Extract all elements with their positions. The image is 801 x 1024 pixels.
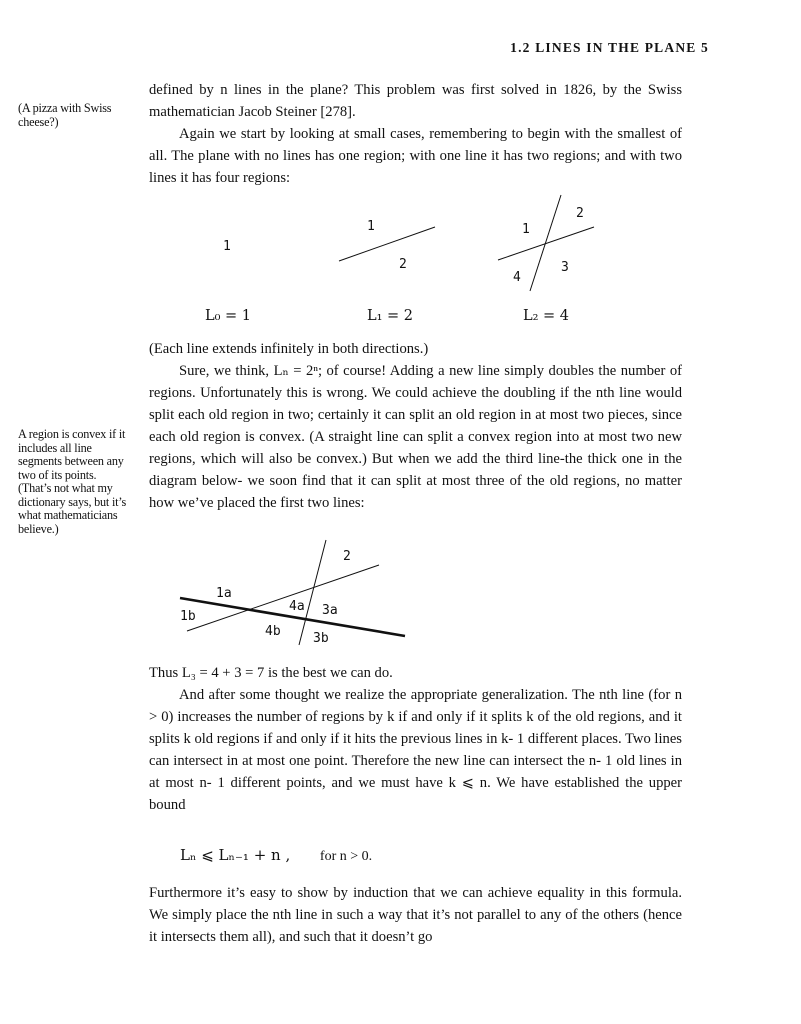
margin-note-convex: A region is convex if it includes all line segments between any two of its points. (That’s not what my dictionary says, but it’s what mathematicians believe.) [18, 427, 127, 536]
margin-note-pizza: (A pizza with Swiss cheese?) [18, 101, 112, 129]
l2-line-a [498, 227, 594, 260]
l0-region-1: 1 [223, 239, 231, 254]
paragraph-1: defined by n lines in the plane? This problem was first solved in 1826, by the Swiss mathematician Jacob Steiner [278]. [149, 82, 682, 120]
l2-region-3: 3 [561, 260, 569, 275]
fig2-region-4a: 4a [289, 599, 305, 614]
figure-three-lines [149, 535, 449, 655]
paragraph-3: (Each line extends infinitely in both directions.) [149, 341, 429, 357]
l1-caption: L₁ = 2 [367, 308, 414, 324]
main-text-bottom [149, 882, 682, 948]
figure-lines-0-1-2 [149, 185, 689, 335]
fig2-region-1a: 1a [216, 586, 232, 601]
l2-region-4: 4 [513, 270, 521, 285]
paragraph-2: Again we start by looking at small cases, remembering to begin with the smallest of all. The plane with no lines has one region; with one line it has two regions; and with two lines it has four regions: [149, 126, 682, 186]
l0-caption: L₀ = 1 [205, 308, 252, 324]
formula-expression: Lₙ ⩽ Lₙ₋₁ + n , [180, 846, 291, 864]
fig2-region-4b: 4b [265, 624, 281, 639]
fig2-region-1b: 1b [180, 609, 196, 624]
main-text-lower [149, 662, 682, 816]
l1-line [339, 227, 435, 261]
l2-region-2: 2 [576, 206, 584, 221]
main-text-top [149, 79, 682, 189]
l2-region-1: 1 [522, 222, 530, 237]
l1-region-1: 1 [367, 219, 375, 234]
paragraph-4: Sure, we think, Lₙ = 2ⁿ; of course! Adding a new line simply doubles the number of regions. Unfortunately this is wrong. We could achieve the doubling if the nth line would split each old region in two; certainly it can split an old region in at most two pieces, since each old region is convex. (A straight line can split a convex region into at most two new regions, which will also be convex.) But when we add the third line-the thick one in the diagram below- we soon find that it can split at most three of the old regions, no matter how we’ve placed the first two lines: [149, 363, 682, 511]
fig2-region-3a: 3a [322, 603, 338, 618]
formula-condition: for n > 0. [319, 849, 373, 864]
fig2-region-2: 2 [343, 549, 351, 564]
fig2-region-3b: 3b [313, 631, 329, 646]
paragraph-7: Furthermore it’s easy to show by induction that we can achieve equality in this formula. We simply place the nth line in such a way that it’s not parallel to any of the others (hence it intersects them all), and such that it doesn’t go [149, 885, 682, 945]
running-header: 1.2 LINES IN THE PLANE 5 [510, 40, 709, 55]
paragraph-5: Thus L₃ = 4 + 3 = 7 is the best we can do. [149, 665, 393, 681]
main-text-middle [149, 338, 682, 514]
fig2-line-b [299, 540, 326, 645]
upper-bound-formula [180, 846, 372, 865]
paragraph-6: And after some thought we realize the appropriate generalization. The nth line (for n > 0) increases the number of regions by k if and only if it splits k of the old regions, and it splits k old regions if and only if it hits the previous lines in k- 1 different places. Two lines can intersect in at most one point. Therefore the new line can intersect the n- 1 old lines in at most n- 1 different points, and we must have k ⩽ n. We have established the upper bound [149, 687, 682, 813]
l2-line-b [530, 195, 561, 291]
l1-region-2: 2 [399, 257, 407, 272]
l2-caption: L₂ = 4 [523, 308, 570, 324]
